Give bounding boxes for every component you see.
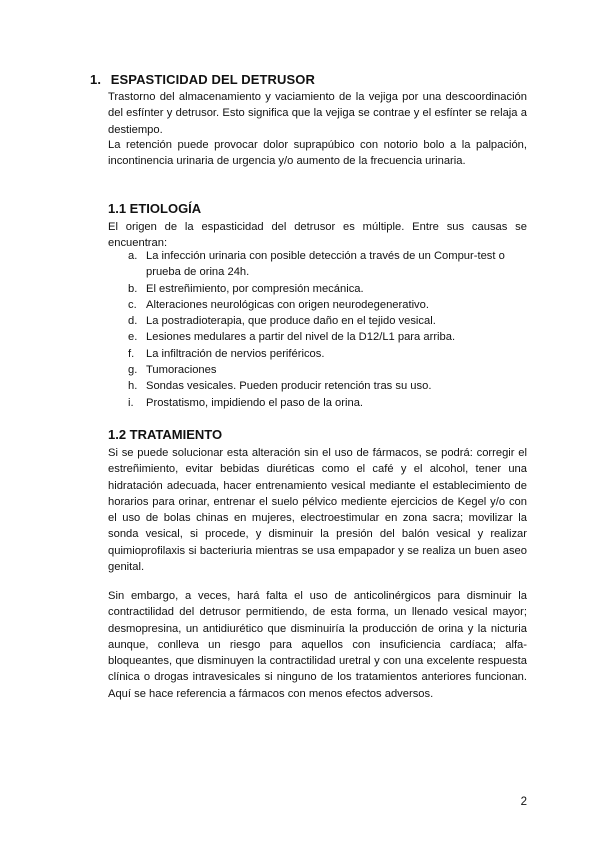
list-item <box>108 362 527 378</box>
list-item-text: Sondas vesicales. Pueden producir retención tras su uso. <box>146 380 432 393</box>
list-marker: g. <box>128 364 138 377</box>
list-item <box>108 313 527 329</box>
list-item-text: Alteraciones neurológicas con origen neurodegenerativo. <box>146 298 429 311</box>
section-paragraph-2: La retención puede provocar dolor suprapúbico con notorio bolo a la palpación, incontinencia urinaria de urgencia y/o aumento de la frecuencia urinaria. <box>108 139 527 168</box>
list-marker: e. <box>128 331 138 344</box>
list-marker: i. <box>128 396 134 409</box>
list-item-text: La postradioterapia, que produce daño en el tejido vesical. <box>146 315 436 328</box>
list-item-text: El estreñimiento, por compresión mecánica. <box>146 282 364 295</box>
list-item-text: La infección urinaria con posible detección a través de un Compur-test o prueba de orina 24h. <box>146 250 505 279</box>
list-item <box>108 329 527 345</box>
tratamiento-paragraph-1: Si se puede solucionar esta alteración sin el uso de fármacos, se podrá: corregir el estreñimiento, evitar bebidas diuréticas como el café y el alcohol, tener una hidratación adecuada, hacer entrenamiento vesical mediante el establecimiento de horarios para orinar, entrenar el suelo pélvico mediente ejercicios de Kegel y/o con el uso de bolas chinas en mujeres, electroestimular en zona sacra; movilizar la sonda vesical, si procede, y disminuir la presión del balón vesical y realizar quimioprofilaxis si bacteriuria mientras se usa empapador y se realiza un buen aseo genital. <box>108 447 527 574</box>
section-number: 1. <box>90 72 102 87</box>
list-marker: d. <box>128 315 138 328</box>
etiologia-heading: 1.1 ETIOLOGÍA <box>108 201 202 216</box>
list-marker: f. <box>128 347 135 360</box>
section-heading <box>90 72 315 87</box>
list-item <box>108 248 527 281</box>
list-item-text: La infiltración de nervios periféricos. <box>146 347 325 360</box>
list-item-text: Prostatismo, impidiendo el paso de la orina. <box>146 396 364 409</box>
list-marker: b. <box>128 282 138 295</box>
list-item <box>108 346 527 362</box>
list-marker: h. <box>128 380 138 393</box>
tratamiento-paragraph-2: Sin embargo, a veces, hará falta el uso de anticolinérgicos para disminuir la contractilidad del detrusor permitiendo, de esta forma, un llenado vesical mayor; desmopresina, un antidiurético que disminuiría la producción de orina y la nicturia aunque, conlleva un riesgo para aquellos con insuficiencia cardíaca; alfa-bloqueantes, que disminuyen la contractilidad uretral y con una excelente respuesta clínica o drogas intravesicales si ninguno de los tratamientos anteriores funcionan. Aquí se hace referencia a fármacos con menos efectos adversos. <box>108 590 527 700</box>
list-item <box>108 378 527 394</box>
list-item-text: Lesiones medulares a partir del nivel de la D12/L1 para arriba. <box>146 331 456 344</box>
list-marker: a. <box>128 250 138 262</box>
tratamiento-heading: 1.2 TRATAMIENTO <box>108 427 223 442</box>
list-item-text: Tumoraciones <box>146 364 217 377</box>
etiologia-intro: El origen de la espasticidad del detrusor es múltiple. Entre sus causas se encuentran: <box>108 221 527 250</box>
list-item <box>108 281 527 297</box>
list-item <box>108 395 527 411</box>
section-title: ESPASTICIDAD DEL DETRUSOR <box>110 72 315 87</box>
list-marker: c. <box>128 298 137 311</box>
etiologia-list <box>108 248 527 411</box>
list-item <box>108 297 527 313</box>
section-paragraph-1: Trastorno del almacenamiento y vaciamiento de la vejiga por una descoordinación del esfínter y detrusor. Esto significa que la vejiga se contrae y el esfínter se relaja a destiempo. <box>108 91 527 136</box>
page-number: 2 <box>520 796 527 808</box>
